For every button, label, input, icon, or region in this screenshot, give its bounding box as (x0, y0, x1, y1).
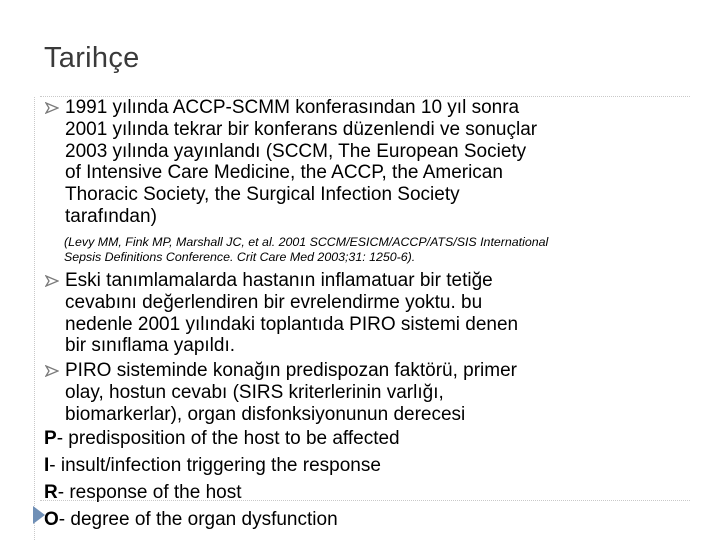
piro-text: - insult/infection triggering the response (49, 455, 381, 476)
bullet-staging (45, 270, 518, 357)
hollow-arrow-bullet-icon (45, 365, 59, 377)
bullet-history-1991 (45, 97, 537, 228)
bullet-line: 1991 yılında ACCP-SCMM konferasından 10 yıl sonra (65, 97, 520, 118)
corner-triangle-icon (33, 506, 45, 524)
piro-letter: P (44, 428, 57, 449)
citation-line: Sepsis Definitions Conference. Crit Care Med 2003;31: 1250-6). (64, 250, 416, 264)
piro-item-p (44, 428, 400, 450)
piro-text: - degree of the organ dysfunction (58, 509, 338, 530)
bullet-line: 2001 yılında tekrar bir konferans düzenlendi ve sonuçlar (65, 118, 538, 140)
bullet-line: biomarkerlar), organ disfonksiyonunun derecesi (65, 403, 466, 425)
piro-letter: O (44, 509, 59, 530)
hollow-arrow-bullet-icon (45, 102, 59, 114)
piro-item-r (44, 482, 242, 504)
piro-text: - response of the host (57, 482, 242, 503)
bullet-line: olay, hostun cevabı (SIRS kriterlerinin varlığı, (65, 381, 444, 403)
piro-letter: R (44, 482, 58, 503)
left-guide-line (34, 97, 35, 540)
bullet-line: Eski tanımlamalarda hastanın inflamatuar bir tetiğe (65, 270, 493, 291)
bullet-line: 2003 yılında yayınlandı (SCCM, The European Society (65, 140, 527, 162)
piro-item-o (44, 509, 338, 531)
slide-title: Tarihçe (44, 42, 140, 74)
citation-reference (64, 235, 548, 265)
bullet-line: tarafından) (65, 205, 157, 227)
bullet-line: cevabını değerlendiren bir evrelendirme yoktu. bu (65, 291, 483, 313)
bullet-line: PIRO sisteminde konağın predispozan faktörü, primer (65, 360, 517, 381)
bullet-line: bir sınıflama yapıldı. (65, 335, 236, 357)
piro-text: - predisposition of the host to be affected (56, 428, 400, 449)
bullet-line: nedenle 2001 yılındaki toplantıda PIRO sistemi denen (65, 313, 519, 335)
citation-line: (Levy MM, Fink MP, Marshall JC, et al. 2001 SCCM/ESICM/ACCP/ATS/SIS International (64, 235, 549, 249)
bullet-line: of Intensive Care Medicine, the ACCP, the American (65, 162, 503, 184)
bullet-line: Thoracic Society, the Surgical Infection Society (65, 184, 460, 206)
hollow-arrow-bullet-icon (45, 275, 59, 287)
bullet-piro-system (45, 360, 517, 425)
piro-letter: I (44, 455, 50, 476)
piro-item-i (44, 455, 381, 477)
